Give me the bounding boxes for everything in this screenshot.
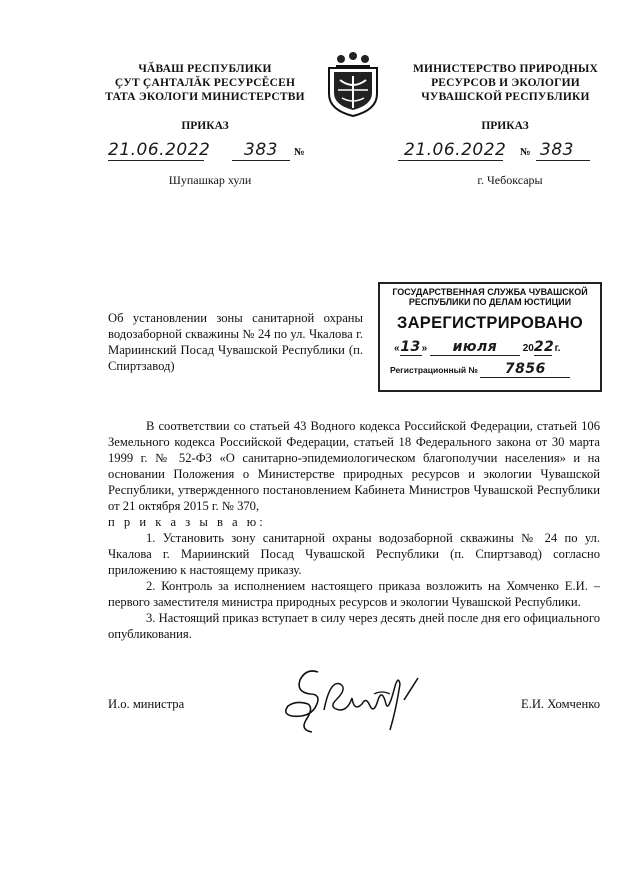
date-line-left	[108, 140, 211, 161]
order-title-right: ПРИКАЗ	[481, 120, 529, 132]
stamp-reg-row	[380, 361, 600, 378]
body-intro: В соответствии со статьей 43 Водного кодекса Российской Федерации, статьей 106 Земельного кодекса Российской Федерации, статьей 18 Федерального закона от 30 марта 1999 г. № 52-ФЗ «О санитарно-эпидемиологическом благополучии населения» и на основании Положения о Министерстве природных ресурсов и экологии Чувашской Республики, утвержденного постановлением Кабинета Министров Чувашской Республики от 21 октября 2015 г. № 370,	[108, 419, 600, 513]
number-left: 383	[244, 140, 278, 160]
header-left-line-3: ТАТА ЭКОЛОГИ МИНИСТЕРСТВИ	[105, 91, 305, 103]
order-subject: Об установлении зоны санитарной охраны водозаборной скважины № 24 по ул. Чкалова г. Мариинский Посад Чувашской Республики (п. Спиртзавод)	[108, 311, 363, 373]
stamp-reg-number: 7856	[480, 361, 570, 378]
place-right: г. Чебоксары	[477, 173, 543, 187]
header-right-line-1: МИНИСТЕРСТВО ПРИРОДНЫХ	[412, 63, 599, 75]
header-right	[398, 62, 613, 104]
number-line-right	[536, 140, 590, 161]
stamp-status: ЗАРЕГИСТРИРОВАНО	[396, 314, 584, 332]
stamp-year-prefix: 20	[522, 343, 534, 354]
stamp-reg-label: Регистрационный №	[390, 365, 478, 375]
handwritten-signature	[278, 660, 428, 740]
place-left: Шупашкар хули	[168, 173, 252, 187]
header-right-line-2: РЕСУРСОВ И ЭКОЛОГИИ	[431, 77, 580, 89]
number-sign-left: №	[294, 147, 305, 158]
number-line-left	[232, 140, 290, 161]
stamp-date-row: «13» июля 2022 г.	[394, 339, 561, 355]
stamp-line-2: РЕСПУБЛИКИ ПО ДЕЛАМ ЮСТИЦИИ	[408, 297, 572, 307]
number-sign-right: №	[520, 147, 531, 158]
header-left-line-2: ÇУТ ÇАНТАЛĂК РЕСУРСĔСЕН	[114, 77, 296, 89]
order-body	[108, 418, 600, 642]
stamp-year-end: г.	[554, 343, 561, 354]
stamp-day: 13	[400, 339, 421, 355]
coat-of-arms-emblem	[326, 50, 380, 118]
header-right-line-3: ЧУВАШСКОЙ РЕСПУБЛИКИ	[421, 91, 590, 103]
number-right: 383	[540, 140, 574, 160]
body-item-1: 1. Установить зону санитарной охраны водозаборной скважины № 24 по ул. Чкалова г. Мариинский Посад Чувашской Республики (п. Спиртзавод) согласно приложению к настоящему приказу.	[108, 531, 600, 577]
date-right: 21.06.2022	[404, 140, 507, 160]
body-item-2: 2. Контроль за исполнением настоящего приказа возложить на Хомченко Е.И. – первого заместителя министра природных ресурсов и экологии Чувашской Республики.	[108, 579, 600, 609]
registration-stamp	[378, 282, 602, 392]
stamp-year-suffix: 22	[533, 339, 555, 355]
stamp-line-1: ГОСУДАРСТВЕННАЯ СЛУЖБА ЧУВАШСКОЙ	[392, 287, 588, 297]
header-left	[95, 62, 315, 104]
signature-name: Е.И. Хомченко	[521, 697, 600, 711]
header-left-line-1: ЧĂВАШ РЕСПУБЛИКИ	[138, 63, 272, 75]
signature-position: И.о. министра	[108, 697, 185, 711]
body-item-3: 3. Настоящий приказ вступает в силу через десять дней после дня его официального опубликования.	[108, 611, 600, 641]
date-left: 21.06.2022	[108, 140, 211, 160]
date-line-right	[398, 140, 507, 161]
order-title-left: ПРИКАЗ	[181, 120, 229, 132]
body-order-word: п р и к а з ы в а ю:	[108, 515, 266, 529]
stamp-month: июля	[430, 339, 520, 356]
